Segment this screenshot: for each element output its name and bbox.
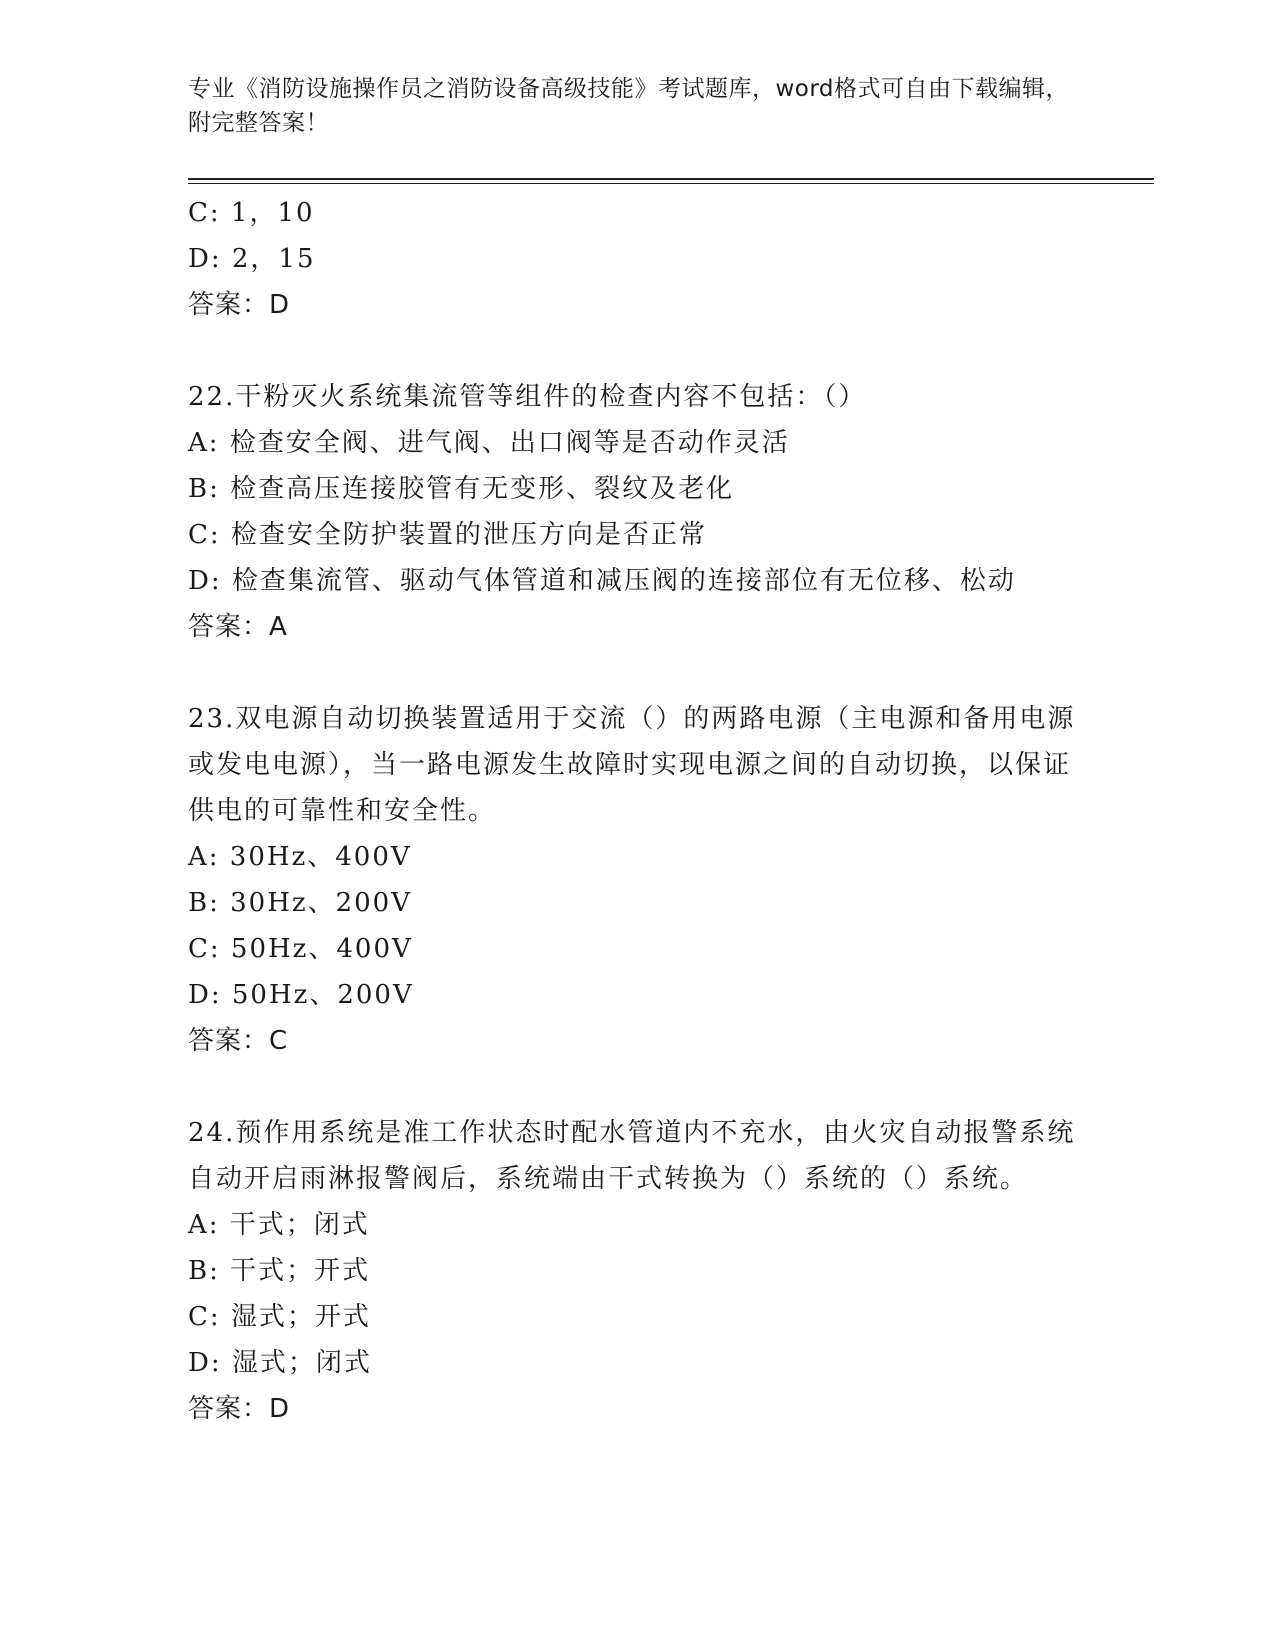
option-b: B: 检查高压连接胶管有无变形、裂纹及老化 bbox=[188, 474, 735, 504]
option-c: C: 检查安全防护装置的泄压方向是否正常 bbox=[188, 520, 707, 550]
option-c: C: 50Hz、400V bbox=[188, 934, 413, 964]
answer-line: 答案：D bbox=[188, 290, 291, 320]
header-text: 专业《消防设施操作员之消防设备高级技能》考试题库，word格式可自由下载编辑，附完整答案！ bbox=[188, 76, 1070, 136]
question-stem: 24.预作用系统是准工作状态时配水管道内不充水，由火灾自动报警系统自动开启雨淋报警阀后，系统端由干式转换为（）系统的（）系统。 bbox=[188, 1118, 1076, 1194]
option-d: D: 2，15 bbox=[188, 244, 316, 274]
option-a: A: 干式；闭式 bbox=[188, 1210, 370, 1240]
spacer bbox=[188, 1064, 1088, 1110]
option-c: C: 湿式；开式 bbox=[188, 1302, 371, 1332]
answer-line: 答案：A bbox=[188, 612, 288, 642]
spacer bbox=[188, 650, 1088, 696]
question-24 bbox=[188, 1110, 1088, 1432]
option-d: D: 检查集流管、驱动气体管道和减压阀的连接部位有无位移、松动 bbox=[188, 566, 1016, 596]
spacer bbox=[188, 328, 1088, 374]
option-b: B: 30Hz、200V bbox=[188, 888, 412, 918]
header-divider-thin bbox=[188, 183, 1154, 184]
answer-line: 答案：C bbox=[188, 1026, 289, 1056]
answer-line: 答案：D bbox=[188, 1394, 291, 1424]
question-22 bbox=[188, 374, 1088, 650]
option-a: A: 30Hz、400V bbox=[188, 842, 412, 872]
question-content bbox=[188, 190, 1088, 1432]
question-stem: 23.双电源自动切换装置适用于交流（）的两路电源（主电源和备用电源或发电电源），当一路电源发生故障时实现电源之间的自动切换，以保证供电的可靠性和安全性。 bbox=[188, 704, 1076, 826]
option-c: C: 1，10 bbox=[188, 198, 315, 228]
header-divider-thick bbox=[188, 178, 1154, 180]
document-header bbox=[188, 72, 1088, 140]
option-b: B: 干式；开式 bbox=[188, 1256, 371, 1286]
option-d: D: 湿式；闭式 bbox=[188, 1348, 372, 1378]
option-d: D: 50Hz、200V bbox=[188, 980, 414, 1010]
question-23 bbox=[188, 696, 1088, 1064]
prev-question-block bbox=[188, 190, 1088, 328]
option-a: A: 检查安全阀、进气阀、出口阀等是否动作灵活 bbox=[188, 428, 790, 458]
question-stem: 22.干粉灭火系统集流管等组件的检查内容不包括：（） bbox=[188, 382, 867, 412]
